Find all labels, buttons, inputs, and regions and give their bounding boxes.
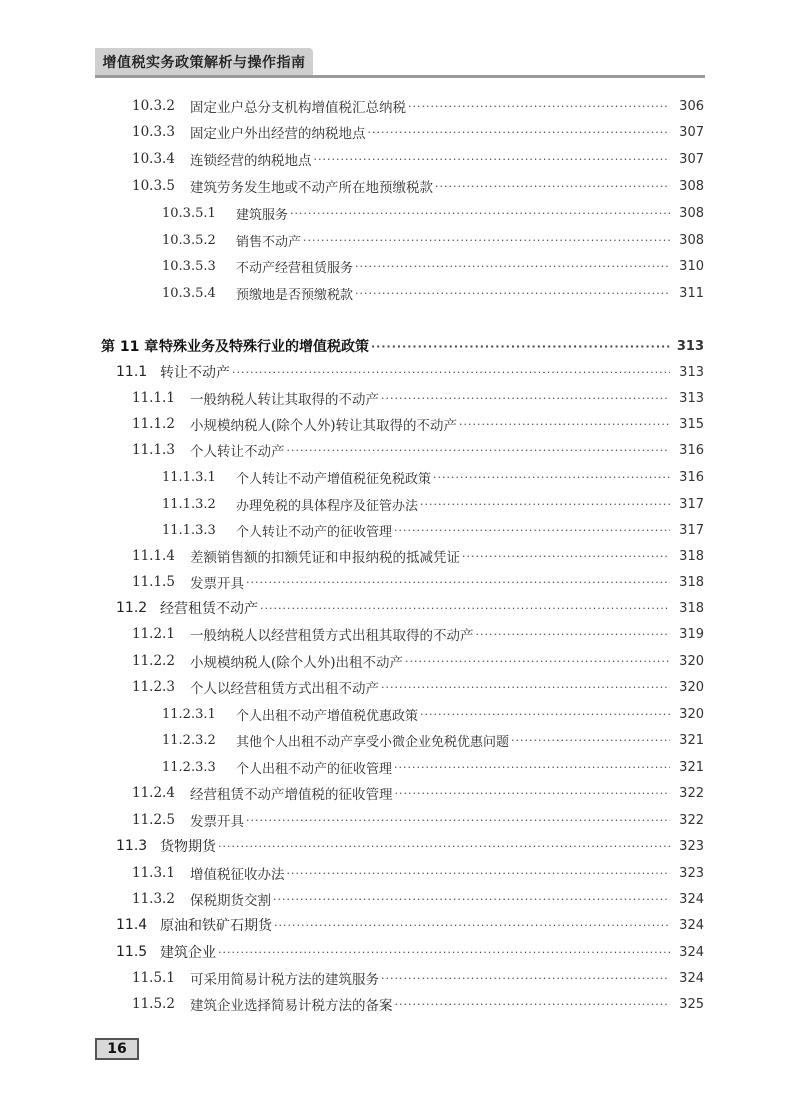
toc-entry-page: 308 [679, 178, 704, 194]
dot-leader [368, 126, 671, 139]
toc-entry-title: 经营租赁不动产增值税的征收管理 [190, 787, 393, 803]
toc-entry-number: 11.2.4 [132, 785, 175, 801]
toc-entry-title: 个人转让不动产增值税征免税政策 [236, 471, 432, 487]
toc-entry-number: 10.3.3 [132, 124, 175, 140]
toc-entry-title: 小规模纳税人(除个人外)出租不动产 [190, 655, 404, 671]
toc-entry-page: 313 [679, 364, 704, 380]
toc-entry-page: 321 [679, 732, 704, 748]
toc-entry-number: 10.3.5.2 [162, 232, 216, 248]
toc-entry-number: 11.2.2 [132, 653, 175, 669]
toc-entry [132, 147, 704, 171]
toc-entry-page: 320 [679, 706, 704, 722]
toc-entry-page: 311 [679, 285, 704, 301]
toc-entry-number: 11.5.2 [132, 996, 175, 1012]
toc-entry [132, 120, 704, 144]
toc-entry [116, 360, 704, 384]
toc-entry-page: 316 [679, 442, 704, 458]
toc-entry-number: 11.2 [116, 600, 148, 616]
toc-entry-title: 发票开具 [190, 814, 244, 830]
toc-entry [162, 518, 704, 542]
dot-leader [371, 340, 670, 353]
toc-entry-title: 一般纳税人以经营租赁方式出租其取得的不动产 [190, 628, 474, 644]
toc-entry-title: 经营租赁不动产 [160, 601, 258, 617]
toc-entry-title: 不动产经营租赁服务 [236, 260, 354, 276]
toc-entry-number: 10.3.5.4 [162, 285, 216, 301]
toc-entry [162, 228, 704, 252]
dot-leader [355, 260, 670, 273]
dot-leader [394, 761, 670, 774]
toc-entry-page: 308 [679, 205, 704, 221]
dot-leader [381, 681, 670, 694]
toc-entry [162, 728, 704, 752]
toc-entry-number: 11.1.1 [132, 390, 175, 406]
toc-entry-page: 320 [679, 653, 704, 669]
dot-leader [246, 576, 670, 589]
toc-entry-title: 建筑企业 [160, 945, 216, 961]
toc-entry-number: 11.2.3.2 [162, 732, 216, 748]
toc-entry-title: 保税期货交割 [190, 893, 271, 909]
toc-entry-number: 10.3.2 [132, 98, 175, 114]
dot-leader [314, 153, 671, 166]
toc-entry [132, 570, 704, 594]
toc-entry-number: 11.2.3 [132, 679, 175, 695]
dot-leader [218, 840, 670, 853]
toc-entry-number: 第 11 章 [101, 339, 159, 355]
toc-entry-title: 小规模纳税人(除个人外)转让其取得的不动产 [190, 418, 458, 434]
toc-entry-title: 增值税征收办法 [190, 867, 285, 883]
toc-chapter-entry [101, 334, 704, 358]
dot-leader [394, 524, 670, 537]
dot-leader [287, 867, 671, 880]
dot-leader [246, 814, 670, 827]
toc-entry-number: 10.3.5.1 [162, 205, 216, 221]
toc-entry-title: 个人转让不动产 [190, 444, 285, 460]
toc-entry-page: 321 [679, 759, 704, 775]
dot-leader [462, 550, 670, 563]
toc-entry-number: 10.3.5 [132, 178, 175, 194]
toc-entry-number: 11.5.1 [132, 970, 175, 986]
toc-entry-page: 324 [679, 891, 704, 907]
page-number: 16 [107, 1041, 127, 1057]
toc-entry-page: 324 [679, 917, 704, 933]
toc-entry-title: 原油和铁矿石期货 [160, 918, 272, 934]
dot-leader [232, 366, 670, 379]
dot-leader [274, 919, 670, 932]
toc-entry [162, 465, 704, 489]
toc-entry-title: 发票开具 [190, 576, 244, 592]
toc-entry-title: 货物期货 [160, 839, 216, 855]
toc-entry-page: 319 [679, 626, 704, 642]
toc-entry-title: 个人转让不动产的征收管理 [236, 524, 393, 540]
dot-leader [395, 998, 671, 1011]
toc-entry-title: 连锁经营的纳税地点 [190, 153, 312, 169]
toc-entry-number: 11.1.3.2 [162, 496, 216, 512]
toc-entry-page: 323 [679, 838, 704, 854]
dot-leader [381, 972, 670, 985]
toc-entry [162, 702, 704, 726]
dot-leader [287, 444, 671, 457]
toc-entry-page: 307 [679, 124, 704, 140]
toc-entry-page: 316 [679, 469, 704, 485]
toc-entry [132, 675, 704, 699]
dot-leader [511, 734, 670, 747]
dot-leader [435, 180, 670, 193]
toc-entry-title: 个人以经营租赁方式出租不动产 [190, 681, 379, 697]
toc-entry [132, 438, 704, 462]
toc-entry-number: 11.3 [116, 838, 148, 854]
toc-entry-title: 其他个人出租不动产享受小微企业免税优惠问题 [236, 734, 510, 750]
toc-entry-title: 办理免税的具体程序及征管办法 [236, 498, 419, 514]
toc-entry-page: 313 [679, 390, 704, 406]
toc-entry-title: 建筑企业选择简易计税方法的备案 [190, 998, 393, 1014]
toc-entry-number: 11.1.3.1 [162, 469, 216, 485]
toc-entry [132, 966, 704, 990]
running-header [95, 48, 313, 75]
toc-entry-number: 11.2.1 [132, 626, 175, 642]
toc-entry-page: 313 [676, 338, 704, 354]
toc-entry-page: 306 [679, 98, 704, 114]
toc-entry [132, 808, 704, 832]
toc-entry [132, 861, 704, 885]
dot-leader [395, 787, 671, 800]
dot-leader [459, 418, 670, 431]
toc-entry-page: 324 [679, 944, 704, 960]
toc-entry-page: 310 [679, 258, 704, 274]
toc-entry-title: 固定业户外出经营的纳税地点 [190, 126, 366, 142]
toc-entry-page: 325 [679, 996, 704, 1012]
toc-entry-title: 差额销售额的扣额凭证和申报纳税的抵减凭证 [190, 550, 460, 566]
toc-entry-page: 322 [679, 785, 704, 801]
toc-entry [132, 544, 704, 568]
toc-entry-page: 323 [679, 865, 704, 881]
dot-leader [290, 207, 670, 220]
toc-entry-number: 10.3.4 [132, 151, 175, 167]
toc-entry-number: 11.1.3.3 [162, 522, 216, 538]
toc-entry [132, 781, 704, 805]
toc-entry-title: 一般纳税人转让其取得的不动产 [190, 392, 379, 408]
toc-entry [162, 492, 704, 516]
toc-entry-page: 317 [679, 522, 704, 538]
toc-entry-page: 318 [679, 600, 704, 616]
toc-entry [116, 913, 704, 937]
toc-entry-title: 建筑劳务发生地或不动产所在地预缴税款 [190, 180, 433, 196]
header-rule [95, 75, 705, 78]
toc-entry-page: 320 [679, 679, 704, 695]
dot-leader [355, 287, 670, 300]
toc-entry [132, 174, 704, 198]
toc-entry [132, 94, 704, 118]
toc-entry-page: 315 [679, 416, 704, 432]
toc-entry [132, 386, 704, 410]
toc-entry-page: 324 [679, 970, 704, 986]
toc-entry-page: 308 [679, 232, 704, 248]
dot-leader [420, 708, 670, 721]
toc-entry [116, 940, 704, 964]
toc-entry [116, 834, 704, 858]
toc-entry-number: 11.1.3 [132, 442, 175, 458]
dot-leader [476, 628, 671, 641]
dot-leader [260, 602, 670, 615]
toc-entry-page: 317 [679, 496, 704, 512]
toc-entry [132, 992, 704, 1016]
dot-leader [218, 946, 670, 959]
toc-entry-number: 11.1.2 [132, 416, 175, 432]
toc-entry [162, 281, 704, 305]
dot-leader [381, 392, 670, 405]
toc-entry [162, 201, 704, 225]
dot-leader [303, 234, 670, 247]
dot-leader [405, 655, 670, 668]
toc-entry [132, 412, 704, 436]
toc-entry-title: 个人出租不动产增值税优惠政策 [236, 708, 419, 724]
toc-entry-number: 11.2.3.1 [162, 706, 216, 722]
toc-entry-title: 特殊业务及特殊行业的增值税政策 [159, 339, 369, 355]
toc-entry-title: 预缴地是否预缴税款 [236, 287, 354, 303]
toc-entry-number: 11.1.5 [132, 574, 175, 590]
toc-entry-number: 11.5 [116, 944, 148, 960]
toc-entry [162, 254, 704, 278]
toc-entry-title: 固定业户总分支机构增值税汇总纳税 [190, 100, 406, 116]
toc-entry-title: 销售不动产 [236, 234, 302, 250]
toc-entry-title: 个人出租不动产的征收管理 [236, 761, 393, 777]
toc-entry-page: 318 [679, 574, 704, 590]
toc-entry [132, 887, 704, 911]
toc-entry-number: 11.3.1 [132, 865, 175, 881]
toc-entry-number: 11.1.4 [132, 548, 175, 564]
toc-entry [162, 755, 704, 779]
book-title: 增值税实务政策解析与操作指南 [102, 54, 306, 71]
toc-entry-page: 322 [679, 812, 704, 828]
toc-entry-page: 307 [679, 151, 704, 167]
toc-entry-number: 10.3.5.3 [162, 258, 216, 274]
toc-entry-title: 可采用简易计税方法的建筑服务 [190, 972, 379, 988]
toc-entry [132, 649, 704, 673]
toc-entry-number: 11.2.3.3 [162, 759, 216, 775]
dot-leader [273, 893, 670, 906]
page-number-box [95, 1038, 139, 1060]
toc-entry-page: 318 [679, 548, 704, 564]
toc-entry-title: 建筑服务 [236, 207, 289, 223]
dot-leader [408, 100, 670, 113]
toc-entry-number: 11.4 [116, 917, 148, 933]
dot-leader [433, 471, 670, 484]
toc-entry-number: 11.3.2 [132, 891, 175, 907]
toc-entry [132, 622, 704, 646]
toc-entry-title: 转让不动产 [160, 365, 230, 381]
dot-leader [420, 498, 670, 511]
toc-entry-number: 11.2.5 [132, 812, 175, 828]
toc-entry-number: 11.1 [116, 364, 148, 380]
toc-entry [116, 596, 704, 620]
